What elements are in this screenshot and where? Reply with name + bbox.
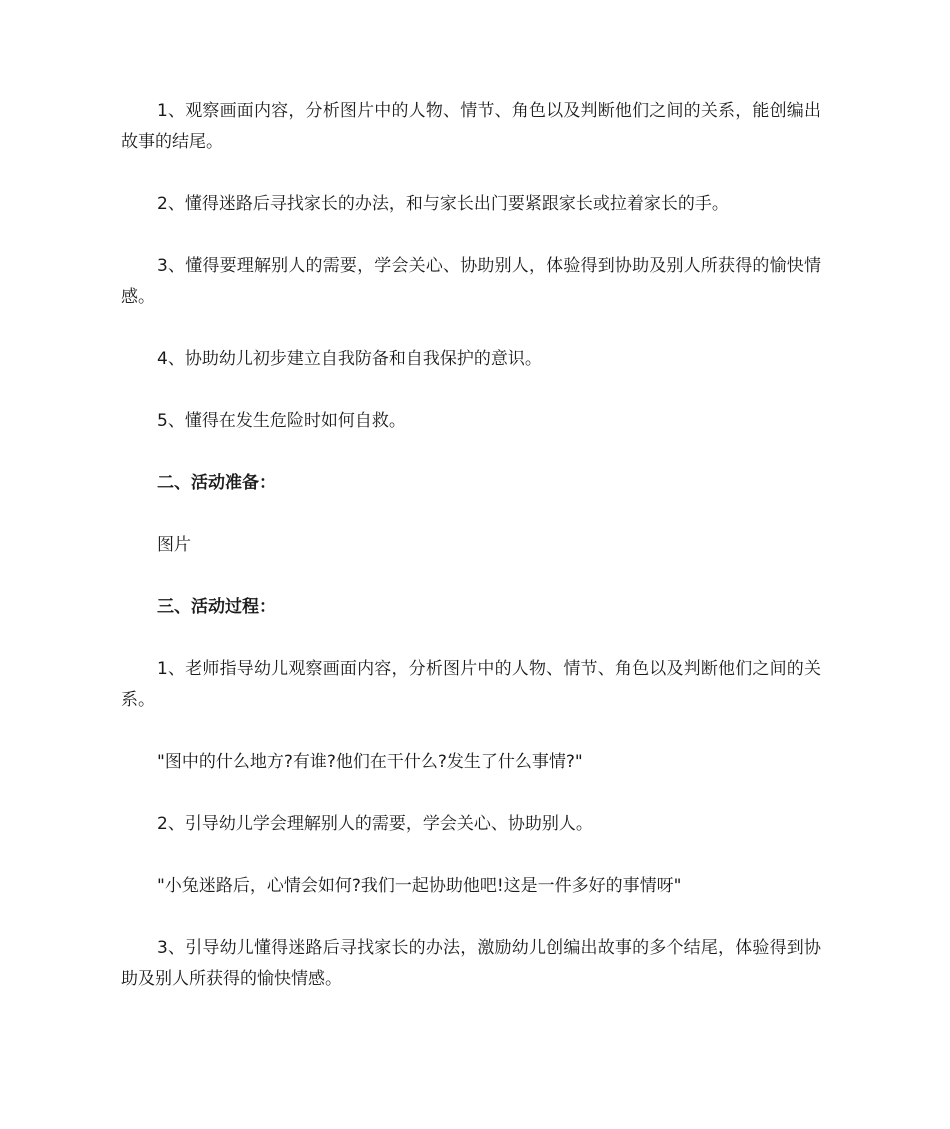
objective-3: 3、懂得要理解别人的需要，学会关心、协助别人，体验得到协助及别人所获得的愉快情感。	[121, 256, 821, 307]
objective-5: 5、懂得在发生危险时如何自救。	[157, 411, 406, 431]
process-step-1: 1、老师指导幼儿观察画面内容，分析图片中的人物、情节、角色以及判断他们之间的关系。	[121, 659, 821, 710]
section-heading-preparation: 二、活动准备：	[157, 473, 276, 493]
objective-1: 1、观察画面内容，分析图片中的人物、情节、角色以及判断他们之间的关系，能创编出故事的结尾。	[121, 101, 821, 152]
process-step-2: 2、引导幼儿学会理解别人的需要，学会关心、协助别人。	[157, 814, 593, 834]
document-body	[121, 96, 821, 1026]
process-quote-2: "小兔迷路后，心情会如何?我们一起协助他吧!这是一件多好的事情呀"	[157, 876, 682, 896]
process-step-3: 3、引导幼儿懂得迷路后寻找家长的办法，激励幼儿创编出故事的多个结尾，体验得到协助及别人所获得的愉快情感。	[121, 938, 821, 989]
objective-4: 4、协助幼儿初步建立自我防备和自我保护的意识。	[157, 349, 542, 369]
objective-2: 2、懂得迷路后寻找家长的办法，和与家长出门要紧跟家长或拉着家长的手。	[157, 194, 729, 214]
process-quote-1: "图中的什么地方?有谁?他们在干什么?发生了什么事情?"	[157, 752, 583, 772]
preparation-text: 图片	[157, 535, 191, 555]
section-heading-process: 三、活动过程：	[157, 597, 276, 617]
